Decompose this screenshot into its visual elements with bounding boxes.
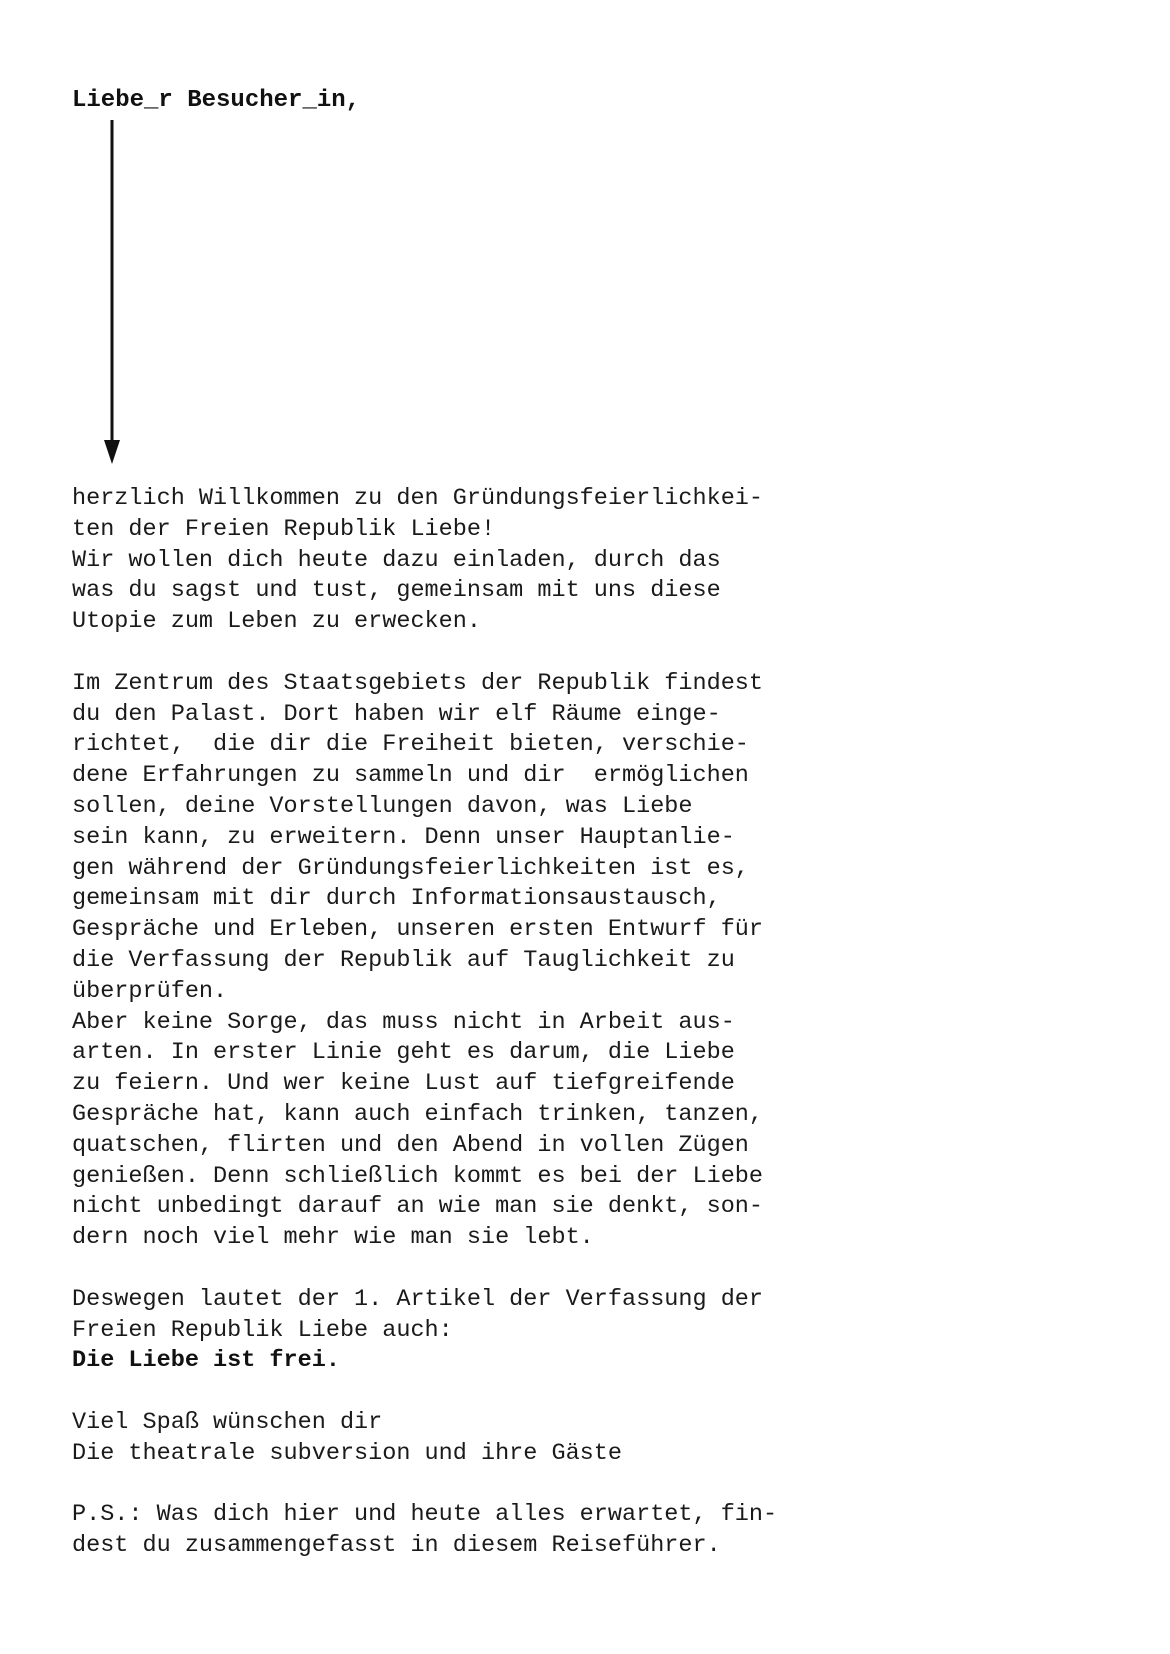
text-line: dern noch viel mehr wie man sie lebt. bbox=[72, 1224, 594, 1252]
text-line: Utopie zum Leben zu erwecken. bbox=[72, 608, 481, 636]
text-line: richtet, die dir die Freiheit bieten, verschie- bbox=[72, 731, 749, 759]
text-line: sollen, deine Vorstellungen davon, was Liebe bbox=[72, 792, 693, 820]
text-line: genießen. Denn schließlich kommt es bei der Liebe bbox=[72, 1162, 764, 1190]
text-line: was du sagst und tust, gemeinsam mit uns diese bbox=[72, 577, 721, 605]
text-line: die Verfassung der Republik auf Tauglichkeit zu bbox=[72, 946, 735, 974]
text-line: Freien Republik Liebe auch: bbox=[72, 1316, 453, 1344]
text-line: dene Erfahrungen zu sammeln und dir ermöglichen bbox=[72, 762, 749, 790]
text-line: Wir wollen dich heute dazu einladen, durch das bbox=[72, 546, 721, 574]
text-line: du den Palast. Dort haben wir elf Räume einge- bbox=[72, 700, 721, 728]
text-line: Im Zentrum des Staatsgebiets der Republik findest bbox=[72, 669, 764, 697]
paragraph-spacer bbox=[72, 1470, 1122, 1501]
paragraph-spacer bbox=[72, 1377, 1122, 1408]
text-line: nicht unbedingt darauf an wie man sie denkt, son- bbox=[72, 1193, 764, 1221]
text-line: herzlich Willkommen zu den Gründungsfeierlichkei- bbox=[72, 485, 764, 512]
greeting-heading: Liebe_r Besucher_in, bbox=[72, 87, 361, 114]
text-line: gemeinsam mit dir durch Informationsaustausch, bbox=[72, 885, 721, 913]
postscript bbox=[72, 1500, 1122, 1562]
text-line: zu feiern. Und wer keine Lust auf tiefgreifende bbox=[72, 1070, 735, 1098]
paragraph-spacer bbox=[72, 1254, 1122, 1285]
paragraph-spacer bbox=[72, 638, 1122, 669]
text-line: Gespräche und Erleben, unseren ersten Entwurf für bbox=[72, 916, 764, 944]
text-line: Aber keine Sorge, das muss nicht in Arbeit aus- bbox=[72, 1008, 735, 1036]
postscript-line: dest du zusammengefasst in diesem Reiseführer. bbox=[72, 1532, 721, 1560]
article-statement: Die Liebe ist frei. bbox=[72, 1347, 340, 1375]
paragraph-article bbox=[72, 1285, 1122, 1377]
text-line: überprüfen. bbox=[72, 977, 228, 1005]
text-line: Deswegen lautet der 1. Artikel der Verfassung der bbox=[72, 1285, 764, 1313]
arrow-down-icon bbox=[100, 120, 124, 465]
text-line: arten. In erster Linie geht es darum, die Liebe bbox=[72, 1039, 735, 1067]
paragraph-palace bbox=[72, 669, 1122, 1254]
paragraph-welcome bbox=[72, 484, 1122, 638]
text-line: sein kann, zu erweitern. Denn unser Hauptanlie- bbox=[72, 823, 735, 851]
text-line: gen während der Gründungsfeierlichkeiten ist es, bbox=[72, 854, 749, 882]
text-line: quatschen, flirten und den Abend in vollen Zügen bbox=[72, 1131, 749, 1159]
closing-signature bbox=[72, 1408, 1122, 1470]
signature-line: Die theatrale subversion und ihre Gäste bbox=[72, 1439, 622, 1467]
postscript-line: P.S.: Was dich hier und heute alles erwartet, fin- bbox=[72, 1501, 778, 1529]
text-line: ten der Freien Republik Liebe! bbox=[72, 515, 496, 543]
letter-body bbox=[72, 484, 1122, 1562]
closing-line: Viel Spaß wünschen dir bbox=[72, 1408, 383, 1436]
text-line: Gespräche hat, kann auch einfach trinken, tanzen, bbox=[72, 1100, 764, 1128]
